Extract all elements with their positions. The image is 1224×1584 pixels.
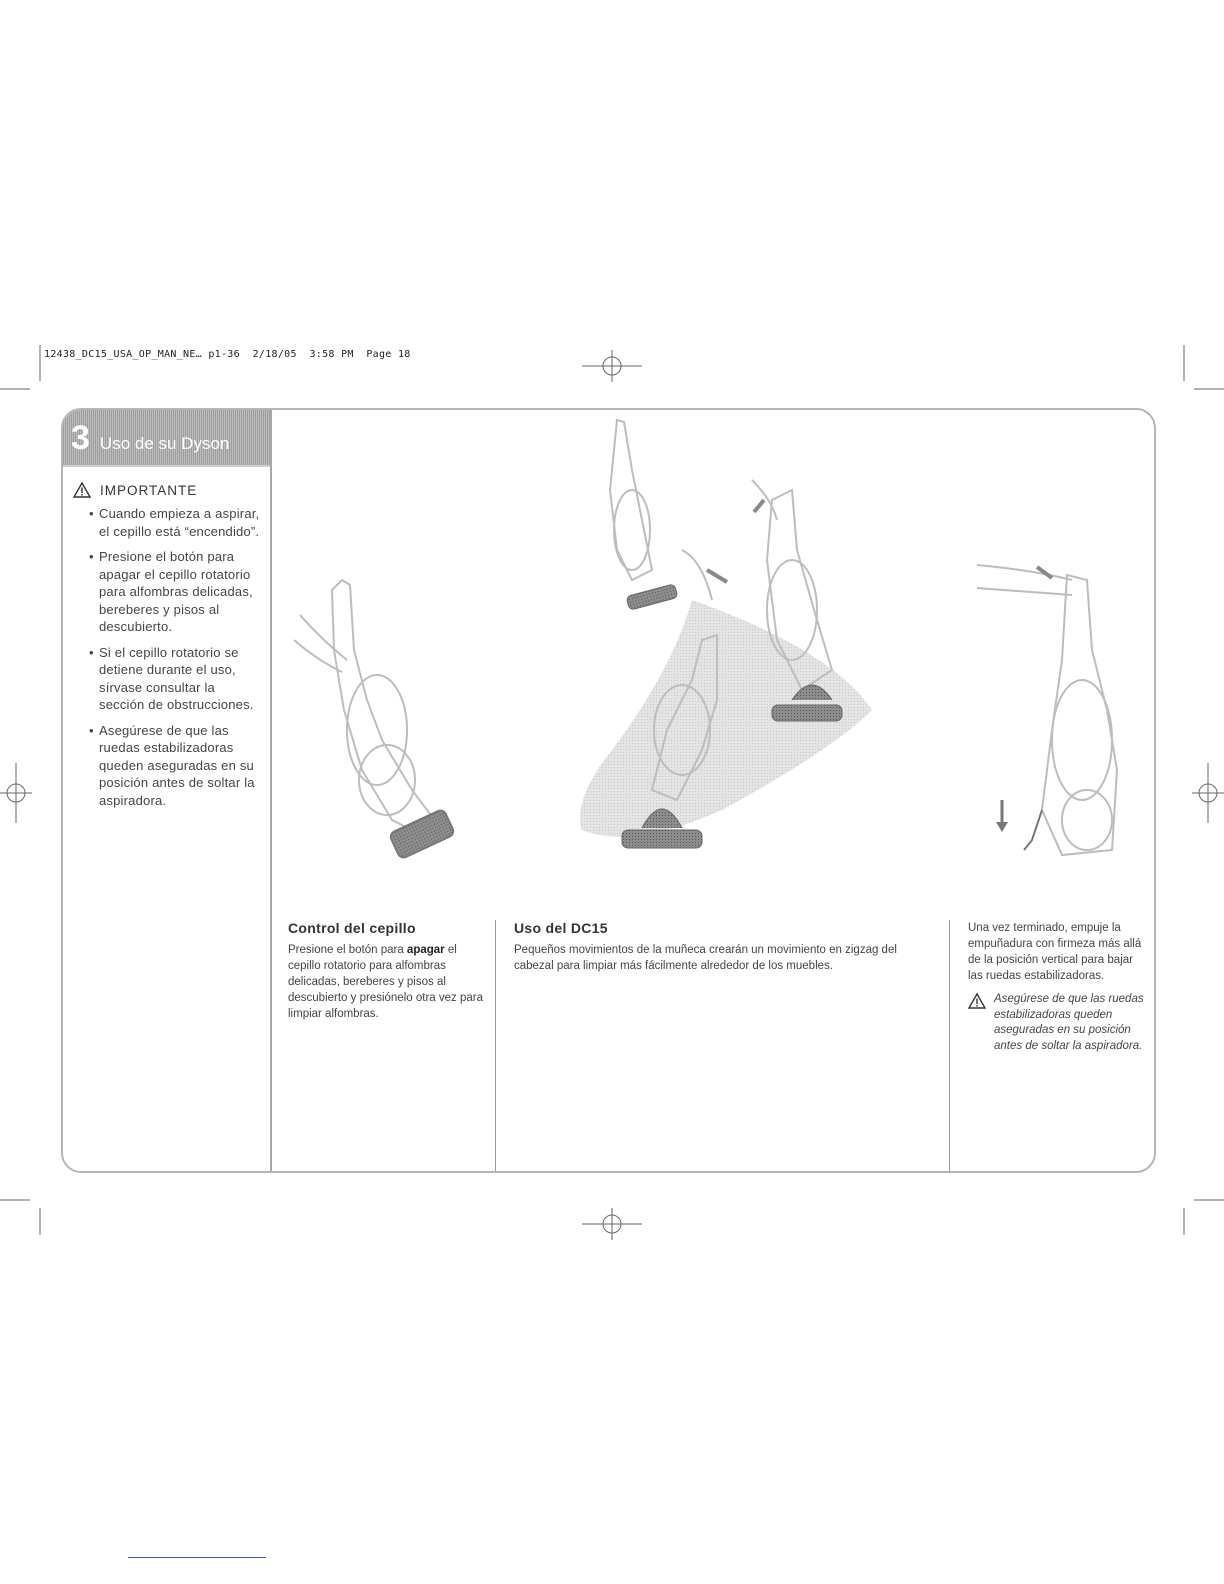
using-dc15-heading: Uso del DC15 <box>514 920 608 936</box>
column-divider <box>949 920 950 1171</box>
brush-control-heading: Control del cepillo <box>288 920 416 936</box>
brush-control-text-part: Presione el botón para <box>288 944 407 956</box>
brush-control-text-part: el cepillo rotatorio para alfombras delicadas, bereberes y pisos al descubierto y presiónelo otra vez para limpiar alfombras. <box>288 944 483 1020</box>
important-box <box>63 467 270 809</box>
important-item: • Cuando empieza a aspirar, el cepillo está “encendido”. <box>73 505 270 540</box>
print-slug-line: 12438_DC15_USA_OP_MAN_NE… p1-36 2/18/05 3:58 PM Page 18 <box>44 349 411 360</box>
sidebar <box>63 410 272 1171</box>
section-number: 3 <box>71 418 90 457</box>
using-dc15-text: Pequeños movimientos de la muñeca crearán un movimiento en zigzag del cabezal para limpiar más fácilmente alrededor de los muebles. <box>514 944 897 972</box>
important-item: • Si el cepillo rotatorio se detiene durante el uso, sírvase consultar la sección de obstrucciones. <box>73 644 270 714</box>
section-title: Uso de su Dyson <box>99 433 230 453</box>
vacuum-figure-brush-control <box>294 580 455 859</box>
brush-control-bold-word: apagar <box>406 944 445 956</box>
finish-text: Una vez terminado, empuje la empuñadura con firmeza más allá de la posición vertical para bajar las ruedas estabilizadoras. <box>968 922 1142 982</box>
section-header <box>63 410 270 467</box>
important-heading <box>73 482 270 498</box>
vacuum-figure-stabilizers <box>977 565 1117 855</box>
important-list <box>73 505 270 809</box>
important-item: • Asegúrese de que las ruedas estabilizadoras queden aseguradas en su posición antes de soltar la aspiradora. <box>73 722 270 810</box>
brush-control-text <box>288 942 483 1022</box>
caution-note <box>968 992 1150 1054</box>
important-item: • Presione el botón para apagar el cepillo rotatorio para alfombras delicadas, bereberes y pisos al descubierto. <box>73 548 270 636</box>
brush-control-section <box>288 920 483 1022</box>
caution-text: Asegúrese de que las ruedas estabilizadoras queden aseguradas en su posición antes de soltar la aspiradora. <box>994 993 1144 1052</box>
vacuum-illustration <box>272 410 1156 900</box>
column-divider <box>495 920 496 1171</box>
finish-section <box>968 920 1150 1054</box>
content-panel <box>61 408 1156 1173</box>
using-dc15-section <box>514 920 924 974</box>
vacuum-figure-zigzag <box>580 420 872 848</box>
footer-rule <box>128 1557 266 1558</box>
important-label: IMPORTANTE <box>100 482 198 498</box>
warning-triangle-icon <box>73 482 91 498</box>
warning-triangle-icon <box>968 993 986 1009</box>
